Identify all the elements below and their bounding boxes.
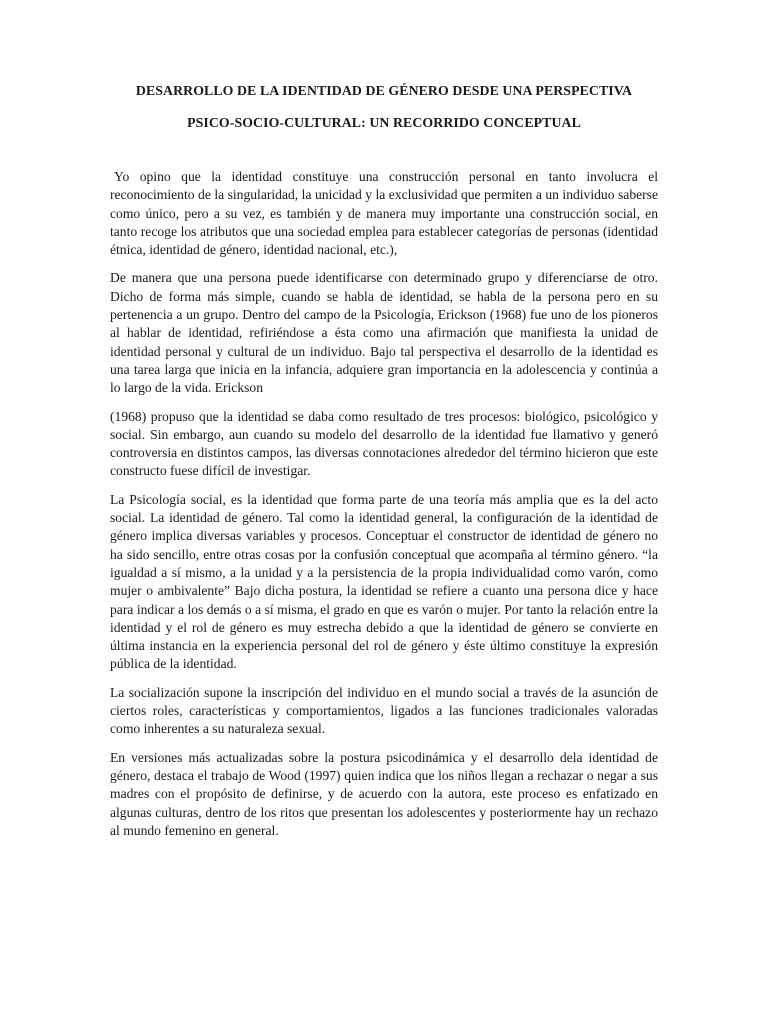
- document-body: [110, 168, 658, 840]
- paragraph-5: La socialización supone la inscripción del individuo en el mundo social a través de la asunción de ciertos roles, características y comportamientos, ligados a las funciones tradicionales valoradas como inherentes a su naturaleza sexual.: [110, 684, 658, 737]
- document-subtitle: PSICO-SOCIO-CULTURAL: UN RECORRIDO CONCEPTUAL: [187, 115, 581, 130]
- paragraph-2: De manera que una persona puede identificarse con determinado grupo y diferenciarse de otro. Dicho de forma más simple, cuando se habla de identidad, se habla de la persona pero en su pertenencia a un grupo. Dentro del campo de la Psicología, Erickson (1968) fue uno de los pioneros al hablar de identidad, refiriéndose a ésta como una afirmación que manifiesta la unidad de identidad personal y cultural de un individuo. Bajo tal perspectiva el desarrollo de la identidad es una tarea larga que inicia en la infancia, adquiere gran importancia en la adolescencia y continúa a lo largo de la vida. Erickson: [110, 270, 658, 396]
- document-page: [110, 82, 658, 850]
- paragraph-1: Yo opino que la identidad constituye una construcción personal en tanto involucra el reconocimiento de la singularidad, la unicidad y la exclusividad que permiten a un individuo saberse como único, pero a su vez, es también y de manera muy importante una construcción social, en tanto recoge los atributos que una sociedad emplea para establecer categorías de personas (identidad étnica, identidad de género, identidad nacional, etc.),: [110, 169, 658, 258]
- paragraph-3: (1968) propuso que la identidad se daba como resultado de tres procesos: biológico, psicológico y social. Sin embargo, aun cuando su modelo del desarrollo de la identidad fue llamativo y generó controversia en distintos campos, las diversas connotaciones alrededor del término hicieron que este constructo fuese difícil de investigar.: [110, 408, 658, 479]
- paragraph-4: La Psicología social, es la identidad que forma parte de una teoría más amplia que es la del acto social. La identidad de género. Tal como la identidad general, la configuración de la identidad de género implica diversas variables y procesos. Conceptuar el constructor de identidad de género no ha sido sencillo, entre otras cosas por la confusión conceptual que acompaña al término género. “la igualdad a sí mismo, a la unidad y a la persistencia de la propia individualidad como varón, como mujer o ambivalente” Bajo dicha postura, la identidad se refiere a cuanto una persona dice y hace para indicar a los demás o a sí misma, el grado en que es varón o mujer. Por tanto la relación entre la identidad y el rol de género es muy estrecha debido a que la identidad de género se convierte en última instancia en la experiencia personal del rol de género y éste último constituye la expresión pública de la identidad.: [110, 491, 658, 672]
- document-title: DESARROLLO DE LA IDENTIDAD DE GÉNERO DESDE UNA PERSPECTIVA: [135, 83, 633, 98]
- paragraph-6: En versiones más actualizadas sobre la postura psicodinámica y el desarrollo dela identidad de género, destaca el trabajo de Wood (1997) quien indica que los niños llegan a rechazar o negar a sus madres con el propósito de definirse, y de acuerdo con la autora, este proceso es enfatizado en algunas culturas, dentro de los ritos que presentan los adolescentes y posteriormente hay un rechazo al mundo femenino en general.: [110, 749, 658, 838]
